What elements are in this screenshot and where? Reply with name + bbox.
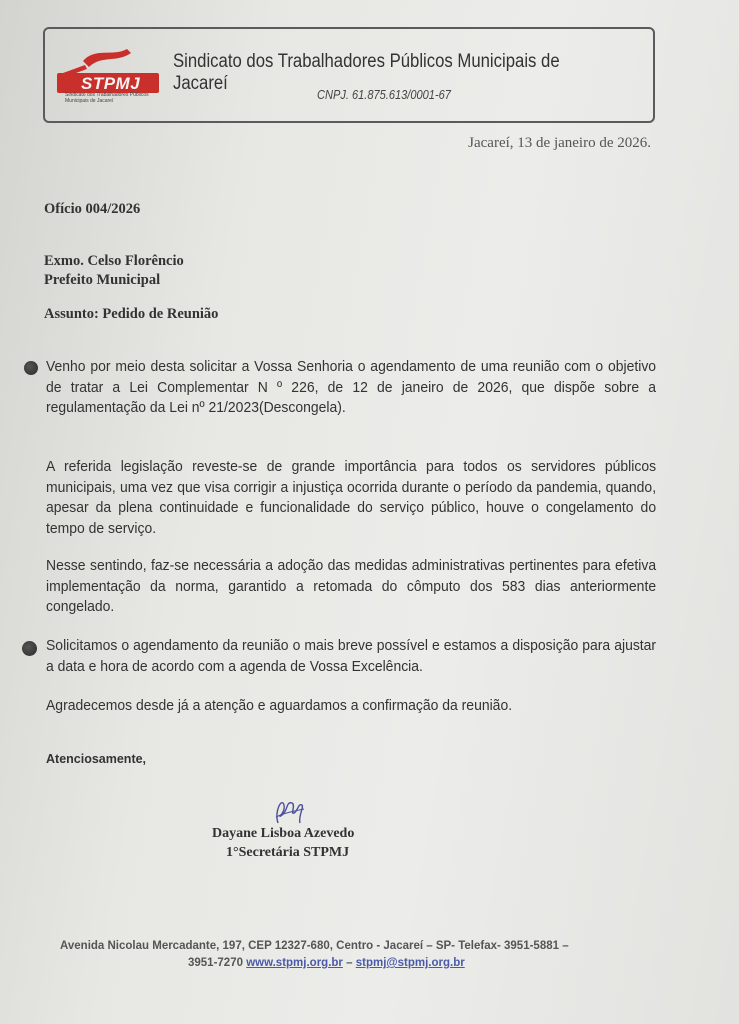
cnpj: CNPJ. 61.875.613/0001-67: [317, 87, 451, 102]
email-link[interactable]: stpmj@stpmj.org.br: [355, 957, 465, 969]
reference-number: Ofício 004/2026: [44, 201, 141, 217]
hole-punch-mark: [24, 361, 38, 375]
footer-address: Avenida Nicolau Mercadante, 197, CEP 12327-680, Centro - Jacareí – SP- Telefax- 3951-5881 –: [60, 940, 569, 952]
signer-block: [212, 824, 354, 862]
paragraph-3: Nesse sentindo, faz-se necessária a adoção das medidas administrativas pertinentes para efetiva implementação da norma, garantido a retomada do cômputo dos 583 dias anteriormente congelado.: [46, 557, 657, 616]
letterhead: [43, 27, 655, 123]
closing: Atenciosamente,: [46, 752, 147, 766]
paragraph-1: Venho por meio desta solicitar a Vossa Senhoria o agendamento de uma reunião com o objetivo de tratar a Lei Complementar N º 226, de 12 de janeiro de 2026, que dispõe sobre a regulamentação da Lei nº 21/2023(Descongela).: [46, 358, 657, 417]
signer-name: Dayane Lisboa Azevedo: [212, 826, 355, 841]
website-link[interactable]: www.stpmj.org.br: [246, 957, 343, 969]
stpmj-logo: [55, 43, 165, 109]
paragraph-2: A referida legislação reveste-se de grande importância para todos os servidores públicos municipais, uma vez que visa corrigir a injustiça ocorrida durante o período da pandemia, quando, apesar da plena continuidade e funcionalidade do serviço público, houve o congelamento do tempo de serviço.: [46, 458, 657, 537]
footer: [60, 938, 630, 972]
subject-line: Assunto: Pedido de Reunião: [44, 306, 219, 322]
paragraph-4: Solicitamos o agendamento da reunião o mais breve possível e estamos a disposição para ajustar a data e hora de acordo com a agenda de Vossa Excelência.: [46, 637, 657, 675]
org-name: Sindicato dos Trabalhadores Públicos Municipais de Jacareí: [173, 51, 560, 94]
footer-contact: [60, 955, 630, 972]
footer-separator: –: [346, 957, 353, 969]
hole-punch-mark: [22, 641, 37, 656]
logo-text: STPMJ: [81, 74, 141, 93]
signer-role: 1°Secretária STPMJ: [226, 845, 350, 860]
letter-date: Jacareí, 13 de janeiro de 2026.: [468, 135, 651, 151]
addressee-name: Exmo. Celso Florêncio: [44, 253, 184, 269]
addressee: [44, 252, 184, 290]
footer-phone: 3951-7270: [188, 957, 243, 969]
logo-subtitle: Sindicato dos Trabalhadores Públicos Municipais de Jacareí: [65, 92, 149, 104]
paragraph-5: Agradecemos desde já a atenção e aguardamos a confirmação da reunião.: [46, 697, 513, 714]
addressee-title: Prefeito Municipal: [44, 272, 161, 288]
